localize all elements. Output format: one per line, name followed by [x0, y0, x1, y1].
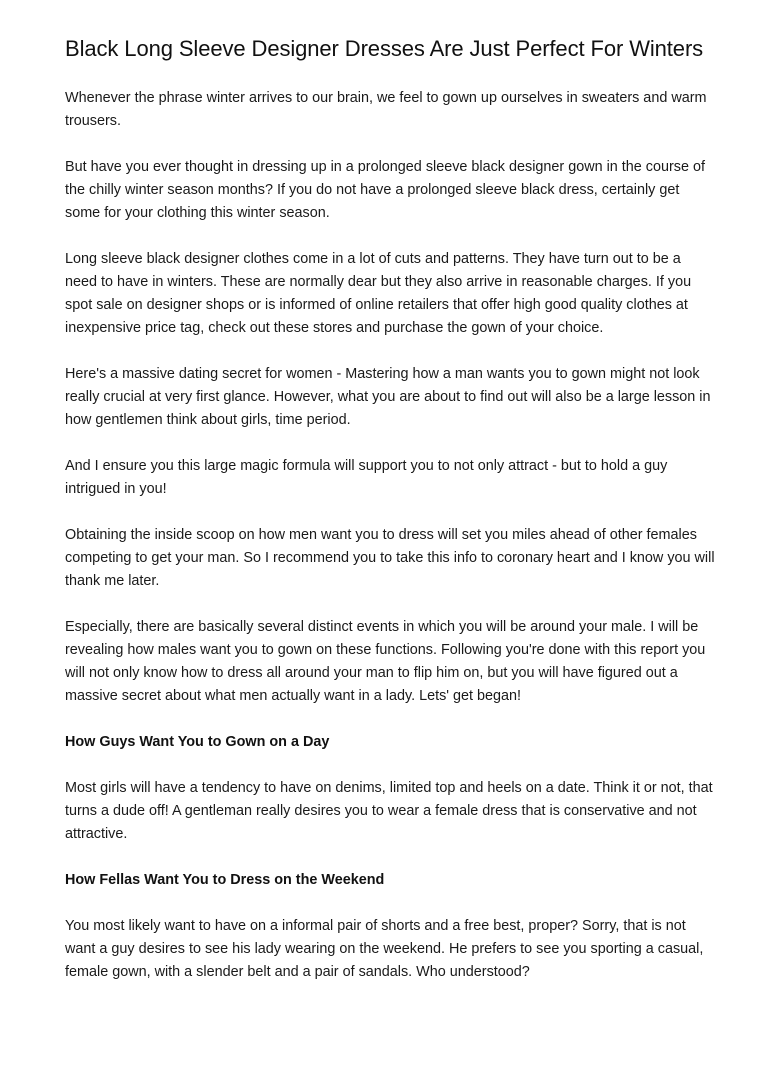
document-title: Black Long Sleeve Designer Dresses Are Just Perfect For Winters [65, 36, 704, 61]
paragraph-7: Especially, there are basically several distinct events in which you will be around your male. I will be revealing how males want you to gown on these functions. Following you're done with this report you will not only know how to dress all around your man to flip him on, but you will have figured out a massive secret about what men actually want in a lady. Lets' get began! [65, 619, 706, 704]
paragraph-1: Whenever the phrase winter arrives to our brain, we feel to gown up ourselves in sweaters and warm trousers. [65, 90, 707, 129]
paragraph-5: And I ensure you this large magic formula will support you to not only attract - but to hold a guy intrigued in you! [65, 458, 668, 497]
paragraph-3: Long sleeve black designer clothes come in a lot of cuts and patterns. They have turn out to be a need to have in winters. These are normally dear but they also arrive in reasonable charges. If you spot sale on designer shops or is informed of online retailers that offer high good quality clothes at inexpensive price tag, check out these stores and purchase the gown of your choice. [65, 251, 692, 336]
paragraph-2: But have you ever thought in dressing up in a prolonged sleeve black designer gown in the course of the chilly winter season months? If you do not have a prolonged sleeve black dress, certainly get some for your clothing this winter season. [65, 159, 705, 221]
section-heading-date: How Guys Want You to Gown on a Day [65, 734, 330, 750]
section-heading-weekend: How Fellas Want You to Dress on the Weekend [65, 872, 385, 888]
paragraph-9: You most likely want to have on a informal pair of shorts and a free best, proper? Sorry, that is not want a guy desires to see his lady wearing on the weekend. He prefers to see you sporting a casual, female gown, with a slender belt and a pair of sandals. Who understood? [65, 918, 704, 980]
paragraph-4: Here's a massive dating secret for women - Mastering how a man wants you to gown might not look really crucial at very first glance. However, what you are about to find out will also be a large lesson in how gentlemen think about girls, time period. [65, 366, 711, 428]
document-page [65, 30, 715, 984]
paragraph-6: Obtaining the inside scoop on how men want you to dress will set you miles ahead of other females competing to get your man. So I recommend you to take this info to coronary heart and I know you will thank me later. [65, 527, 715, 589]
paragraph-8: Most girls will have a tendency to have on denims, limited top and heels on a date. Think it or not, that turns a dude off! A gentleman really desires you to wear a female dress that is conservative and not attractive. [65, 780, 713, 842]
